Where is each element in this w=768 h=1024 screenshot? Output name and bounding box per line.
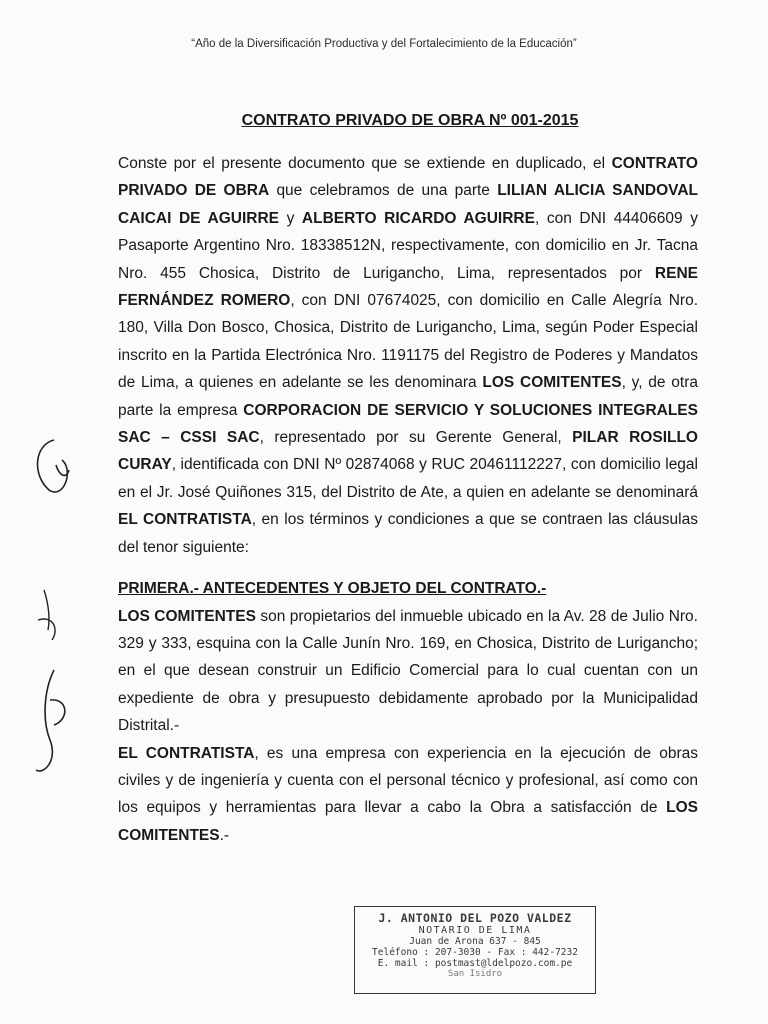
para2-text: , es una empresa con experiencia en la ejecución de obras civiles y de ingeniería y cuenta con el personal técnico y profesional, así como con los equipos y herramientas para llevar a cabo la Obra a satisfacción de	[118, 744, 698, 817]
intro-bold-party-1: LILIAN ALICIA SANDOVAL CAICAI DE AGUIRRE	[118, 182, 698, 227]
intro-bold-manager: PILAR ROSILLO CURAY	[118, 429, 698, 474]
notary-stamp	[354, 906, 596, 994]
contract-title: CONTRATO PRIVADO DE OBRA Nº 001-2015	[241, 112, 579, 129]
header-motto: “Año de la Diversificación Productiva y del Fortalecimiento de la Educación”	[191, 38, 577, 50]
intro-text-9: , en los términos y condiciones a que se contraen las cláusulas del tenor siguiente:	[118, 511, 698, 556]
contract-body	[118, 150, 698, 849]
para1-text: son propietarios del inmueble ubicado en la Av. 28 de Julio Nro. 329 y 333, esquina con la Calle Junín Nro. 169, en Chosica, Distrito de Lurigancho; en el que desean construir un Edificio Comercial para lo cual cuentan con un expediente de obra y presupuesto debidamente aprobado por la Municipalidad Distrital.-	[118, 607, 698, 735]
stamp-phone: Teléfono : 207-3030 - Fax : 442-7232	[372, 947, 578, 958]
intro-bold-representative: RENE FERNÁNDEZ ROMERO	[118, 264, 698, 310]
para2-text-2: .-	[219, 826, 230, 844]
intro-text-3: y	[279, 209, 302, 227]
intro-text-2: que celebramos de una parte	[269, 182, 498, 200]
intro-text-8: , identificada con DNI Nº 02874068 y RUC 20461112227, con domicilio legal en el Jr. José Quiñones 315, del Distrito de Ate, a quien en adelante se denominará	[118, 456, 698, 501]
handwritten-signature	[14, 430, 84, 790]
intro-paragraph	[118, 150, 698, 561]
stamp-notary-name: J. ANTONIO DEL POZO VALDEZ	[378, 911, 572, 925]
intro-text-6: , y, de otra parte la empresa	[118, 374, 698, 419]
section-title-primera: PRIMERA.- ANTECEDENTES Y OBJETO DEL CONTRATO.-	[118, 580, 547, 598]
para1-bold: LOS COMITENTES	[118, 607, 256, 625]
intro-text-4: , con DNI 44406609 y Pasaporte Argentino Nro. 18338512N, respectivamente, con domicilio en Jr. Tacna Nro. 455 Chosica, Distrito de Lurigancho, Lima, representados por	[118, 209, 698, 282]
stamp-address: Juan de Arona 637 - 845	[409, 936, 541, 947]
section-paragraph-1	[118, 603, 698, 740]
stamp-district: San Isidro	[447, 969, 503, 979]
section-paragraph-2	[118, 740, 698, 850]
stamp-title: NOTARIO DE LIMA	[418, 925, 532, 936]
intro-bold-company: CORPORACION DE SERVICIO Y SOLUCIONES INTEGRALES SAC – CSSI SAC	[118, 401, 698, 447]
intro-bold-party-2: ALBERTO RICARDO AGUIRRE	[301, 209, 535, 227]
intro-bold-comitentes: LOS COMITENTES	[482, 374, 622, 392]
para2-bold: EL CONTRATISTA	[118, 744, 255, 762]
para2-bold-2: LOS COMITENTES	[118, 799, 698, 844]
intro-bold-contratista: EL CONTRATISTA	[118, 511, 252, 529]
intro-text-1: Conste por el presente documento que se extiende en duplicado, el	[118, 155, 612, 172]
spacer	[118, 561, 698, 569]
intro-bold-contract: CONTRATO PRIVADO DE OBRA	[118, 155, 698, 200]
intro-text-7: , representado por su Gerente General,	[259, 429, 573, 447]
stamp-email: E. mail : postmast@ldelpozo.com.pe	[377, 958, 573, 969]
intro-text-5: , con DNI 07674025, con domicilio en Calle Alegría Nro. 180, Villa Don Bosco, Chosica, Distrito de Lurigancho, Lima, según Poder Especial inscrito en la Partida Electrónica Nro. 1191175 del Registro de Poderes y Mandatos de Lima, a quienes en adelante se les denominara	[118, 292, 699, 392]
